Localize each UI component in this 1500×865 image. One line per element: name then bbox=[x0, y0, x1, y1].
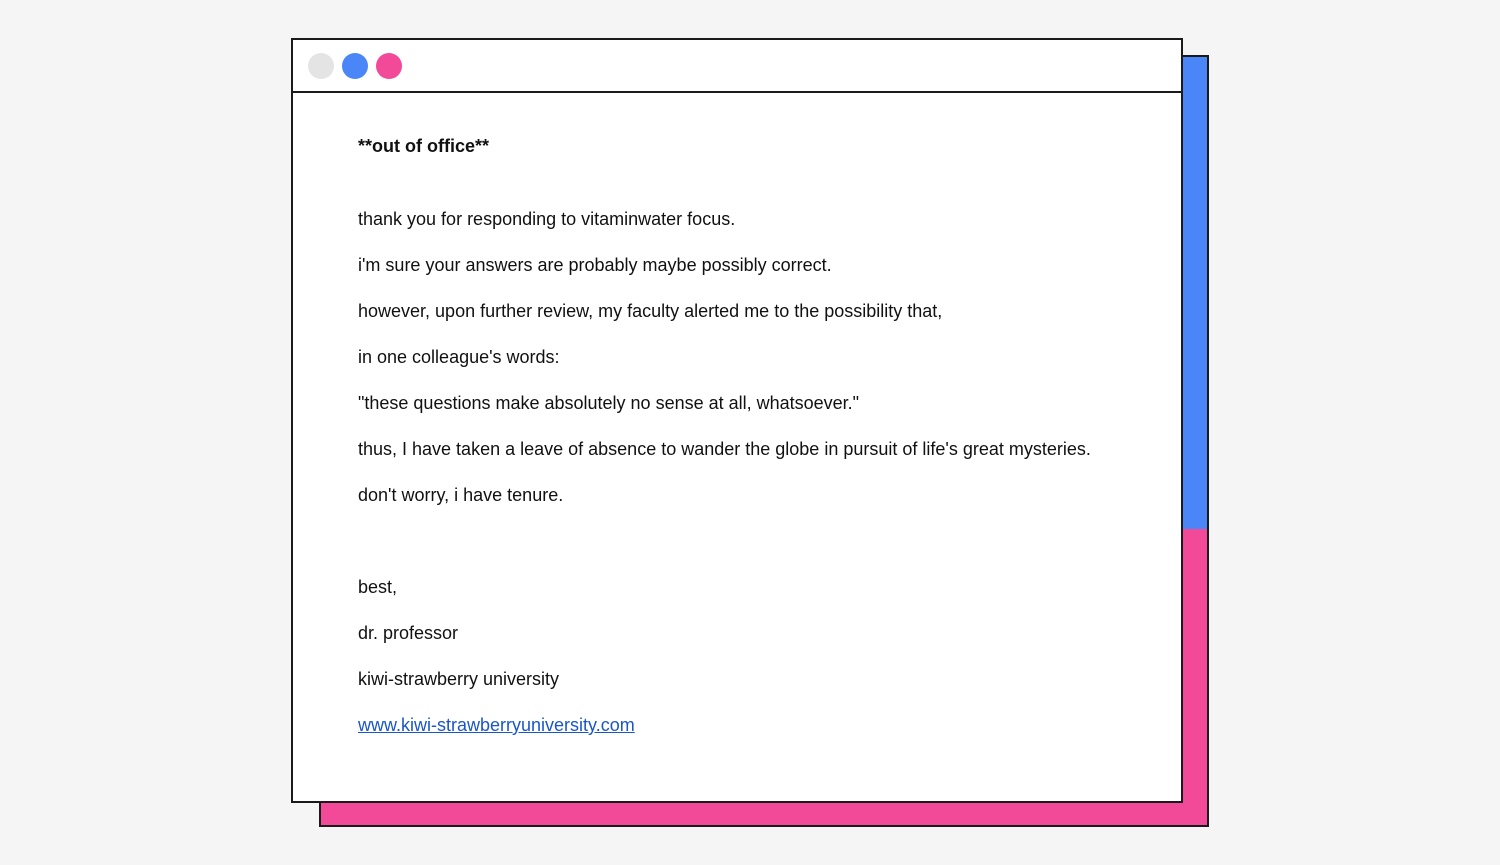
body-line-5: "these questions make absolutely no sense at all, whatsoever." bbox=[358, 393, 860, 413]
message-window bbox=[291, 38, 1183, 803]
message-heading: **out of office** bbox=[358, 136, 490, 156]
window-control-gray-dot[interactable] bbox=[308, 53, 334, 79]
sender-name: dr. professor bbox=[358, 623, 459, 643]
website-link[interactable]: www.kiwi-strawberryuniversity.com bbox=[358, 715, 635, 735]
body-line-2: i'm sure your answers are probably maybe possibly correct. bbox=[358, 255, 832, 275]
window-titlebar bbox=[293, 40, 1181, 93]
body-line-6: thus, I have taken a leave of absence to wander the globe in pursuit of life's great mysteries. bbox=[358, 439, 1091, 459]
body-line-1: thank you for responding to vitaminwater focus. bbox=[358, 209, 736, 229]
window-control-pink-dot[interactable] bbox=[376, 53, 402, 79]
body-line-3: however, upon further review, my faculty alerted me to the possibility that, bbox=[358, 301, 943, 321]
signoff: best, bbox=[358, 577, 398, 597]
body-line-7: don't worry, i have tenure. bbox=[358, 485, 564, 505]
sender-institution: kiwi-strawberry university bbox=[358, 669, 560, 689]
window-control-blue-dot[interactable] bbox=[342, 53, 368, 79]
body-line-4: in one colleague's words: bbox=[358, 347, 560, 367]
message-body bbox=[293, 93, 1181, 760]
